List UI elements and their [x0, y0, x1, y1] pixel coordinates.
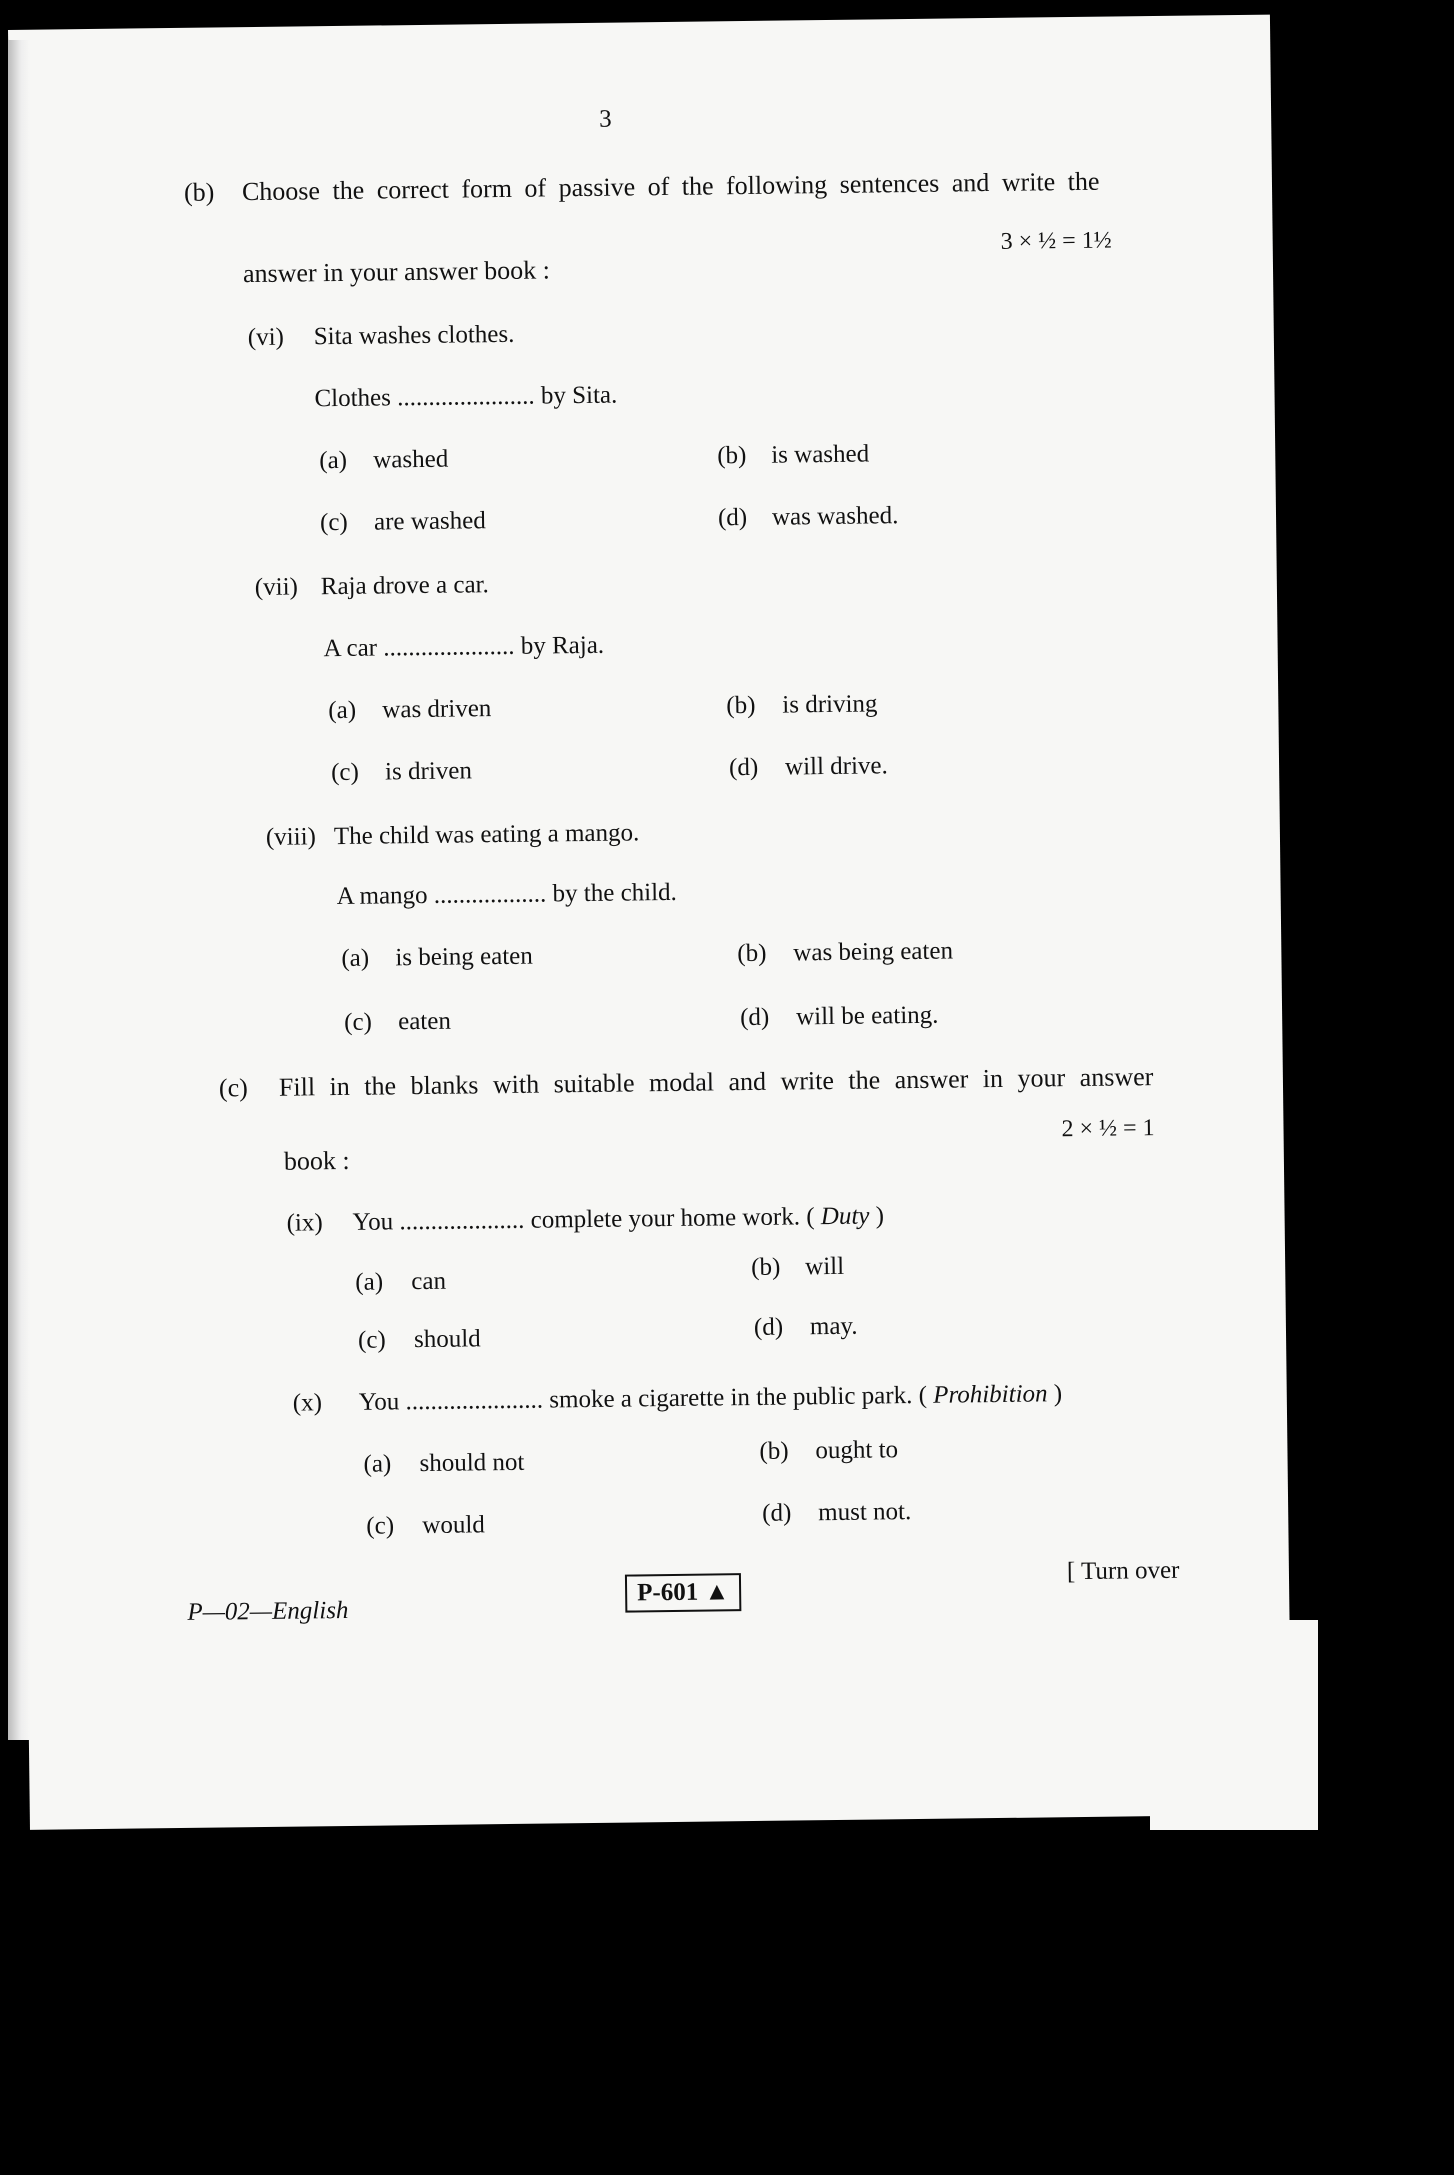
question-x-close: )	[1053, 1380, 1063, 1408]
question-x-number: (x)	[292, 1389, 323, 1417]
page-number: 3	[598, 105, 612, 133]
section-c-instruction-2: book :	[283, 1145, 350, 1176]
question-vi-number: (vi)	[247, 323, 285, 352]
section-c-label: (c)	[218, 1073, 248, 1103]
question-vi-option-b-key: (b)	[717, 442, 747, 470]
question-x-option-c: would	[422, 1511, 485, 1540]
question-viii-option-c-key: (c)	[343, 1008, 373, 1036]
question-vi-option-c-key: (c)	[319, 508, 348, 537]
question-viii-sentence: The child was eating a mango.	[333, 819, 640, 851]
question-x-option-c-key: (c)	[366, 1512, 395, 1540]
question-ix-option-d-key: (d)	[753, 1313, 784, 1341]
question-viii-blank: A mango .................. by the child.	[336, 878, 678, 911]
question-vi-option-c: are washed	[373, 507, 486, 536]
question-vii-option-b-key: (b)	[726, 691, 756, 720]
question-ix-hint: Duty	[820, 1202, 870, 1231]
question-ix-option-a: can	[411, 1267, 447, 1296]
question-vi-option-a-key: (a)	[319, 446, 348, 475]
question-ix-number: (ix)	[286, 1209, 323, 1237]
question-vi-option-a: washed	[373, 445, 449, 474]
question-viii-option-a-key: (a)	[341, 944, 370, 972]
question-ix-option-d: may.	[809, 1312, 858, 1341]
question-x-hint: Prohibition	[933, 1380, 1048, 1409]
question-ix-option-a-key: (a)	[355, 1268, 384, 1296]
footer-question-code: P-601 ▲	[625, 1573, 742, 1612]
question-x-option-a: should not	[419, 1448, 525, 1478]
question-viii-option-b: was being eaten	[793, 937, 954, 967]
question-vii-number: (vii)	[254, 573, 299, 602]
question-viii-number: (viii)	[265, 823, 317, 851]
section-c-marks: 2 × ½ = 1	[1061, 1115, 1155, 1143]
question-vii-sentence: Raja drove a car.	[320, 571, 489, 601]
question-vii-blank: A car ..................... by Raja.	[323, 631, 605, 663]
section-b-instruction-1: Choose the correct form of passive of the following sentences and write the	[241, 166, 1100, 207]
footer-turn-over: [ Turn over	[1066, 1556, 1180, 1586]
exam-page	[8, 15, 1292, 1830]
question-x-option-d-key: (d)	[762, 1499, 792, 1527]
question-x-option-a-key: (a)	[363, 1450, 392, 1478]
question-vii-option-c: is driven	[384, 757, 473, 786]
question-x-text	[359, 1381, 1063, 1415]
question-x-body: You ...................... smoke a cigarette in the public park. (	[358, 1381, 928, 1416]
question-vii-option-c-key: (c)	[330, 758, 360, 787]
question-vi-option-d-key: (d)	[717, 504, 748, 532]
question-viii-option-c: eaten	[397, 1007, 452, 1036]
question-vi-option-b: is washed	[771, 440, 870, 469]
question-vii-option-b: is driving	[782, 690, 878, 719]
question-viii-option-d: will be eating.	[795, 1001, 939, 1031]
question-ix-close: )	[875, 1202, 885, 1230]
question-viii-option-b-key: (b)	[737, 939, 767, 968]
paper-left-edge	[8, 40, 30, 1740]
question-vi-option-d: was washed.	[771, 502, 899, 531]
section-b-marks: 3 × ½ = 1½	[1000, 227, 1112, 255]
question-viii-option-a: is being eaten	[395, 942, 533, 972]
question-ix-text	[352, 1203, 884, 1234]
question-vii-option-d: will drive.	[784, 752, 888, 781]
question-ix-option-c: should	[413, 1325, 481, 1354]
question-x-option-d: must not.	[818, 1498, 912, 1527]
footer-paper-code: P—02—English	[187, 1596, 349, 1626]
question-vi-blank: Clothes ...................... by Sita.	[314, 381, 618, 413]
question-ix-option-b: will	[805, 1252, 845, 1281]
section-c-instruction-1: Fill in the blanks with suitable modal and write the answer in your answer	[278, 1062, 1154, 1102]
question-vii-option-a-key: (a)	[328, 696, 357, 725]
question-vii-option-a: was driven	[382, 695, 492, 724]
question-ix-option-b-key: (b)	[751, 1253, 781, 1282]
question-x-option-b: ought to	[815, 1436, 899, 1465]
section-b-label: (b)	[183, 177, 215, 207]
question-viii-option-d-key: (d)	[739, 1003, 770, 1032]
question-vii-option-d-key: (d)	[728, 753, 759, 782]
question-ix-body: You .................... complete your home work. (	[352, 1203, 815, 1236]
question-x-option-b-key: (b)	[759, 1437, 789, 1465]
question-vi-sentence: Sita washes clothes.	[313, 320, 515, 351]
question-ix-option-c-key: (c)	[357, 1326, 386, 1354]
section-b-instruction-2: answer in your answer book :	[242, 255, 551, 289]
